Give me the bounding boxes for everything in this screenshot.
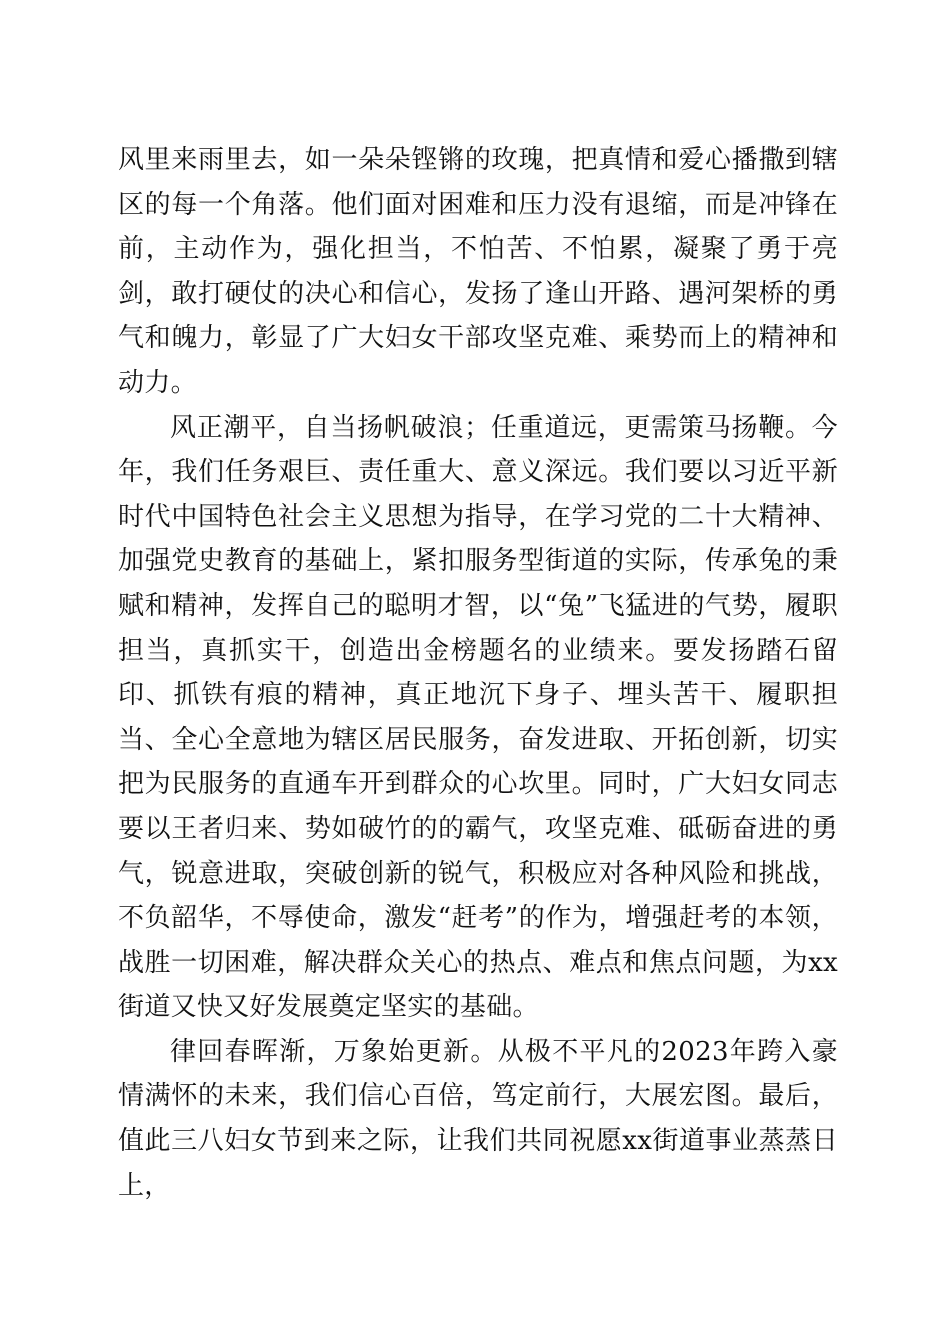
paragraph-3: 律回春晖渐，万象始更新。从极不平凡的2023年跨入豪情满怀的未来，我们信心百倍，笃定前行，大展宏图。最后，值此三八妇女节到来之际，让我们共同祝愿xx街道事业蒸蒸日上，	[118, 1036, 838, 1201]
paragraph-2: 风正潮平，自当扬帆破浪；任重道远，更需策马扬鞭。今年，我们任务艰巨、责任重大、意义深远。我们要以习近平新时代中国特色社会主义思想为指导，在学习党的二十大精神、加强党史教育的基础上，紧扣服务型街道的实际，传承兔的秉赋和精神，发挥自己的聪明才智，以“兔”飞猛进的气势，履职担当，真抓实干，创造出金榜题名的业绩来。要发扬踏石留印、抓铁有痕的精神，真正地沉下身子、埋头苦干、履职担当、全心全意地为辖区居民服务，奋发进取、开拓创新，切实把为民服务的直通车开到群众的心坎里。同时，广大妇女同志要以王者归来、势如破竹的的霸气，攻坚克难、砥砺奋进的勇气，锐意进取，突破创新的锐气，积极应对各种风险和挑战，不负韶华，不辱使命，激发“赶考”的作为，增强赶考的本领，战胜一切困难，解决群众关心的热点、难点和焦点问题，为xx街道又快又好发展奠定坚实的基础。	[118, 412, 838, 1023]
paragraph-1: 风里来雨里去，如一朵朵铿锵的玫瑰，把真情和爱心播撒到辖区的每一个角落。他们面对困难和压力没有退缩，而是冲锋在前，主动作为，强化担当，不怕苦、不怕累，凝聚了勇于亮剑，敢打硬仗的决心和信心，发扬了逢山开路、遇河架桥的勇气和魄力，彰显了广大妇女干部攻坚克难、乘势而上的精神和动力。	[118, 145, 838, 398]
body-text	[118, 138, 838, 1208]
